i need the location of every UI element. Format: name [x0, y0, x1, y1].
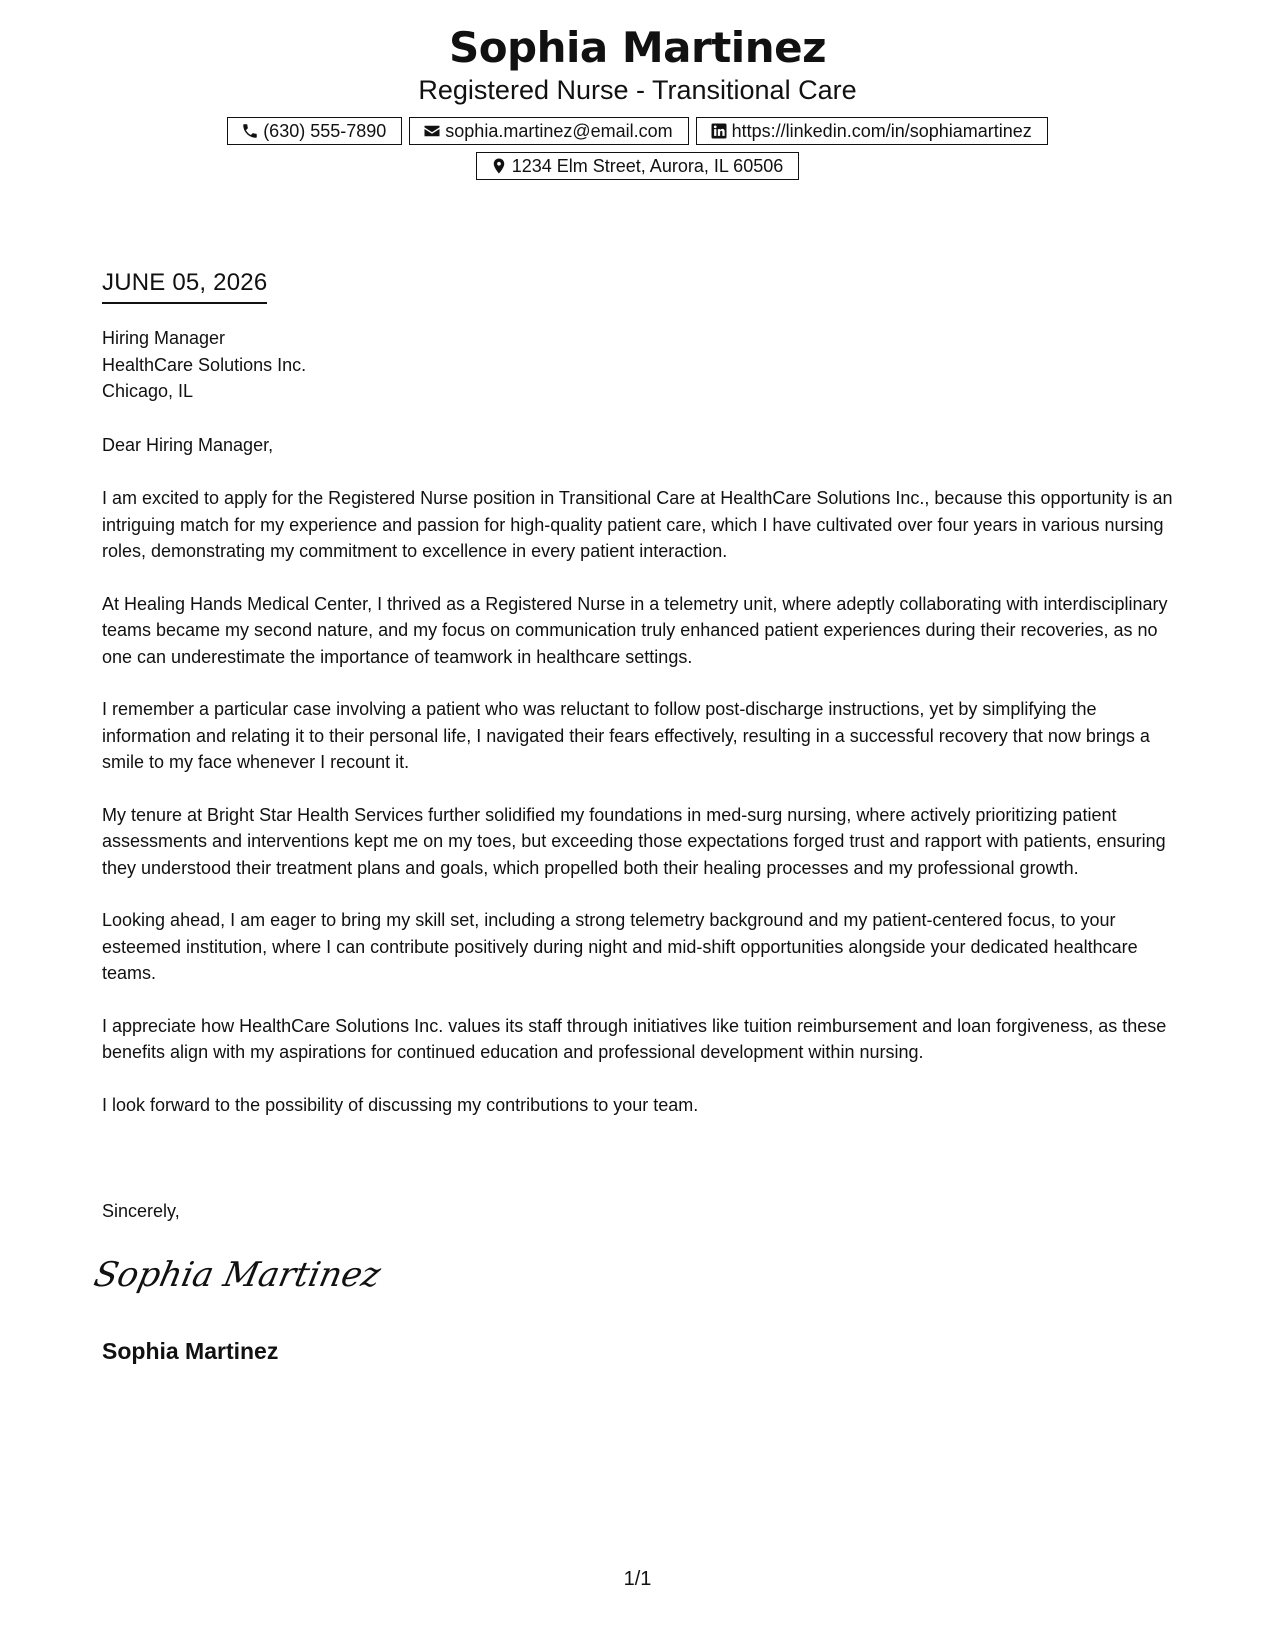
salutation: Dear Hiring Manager, — [102, 435, 274, 455]
linkedin-text: https://linkedin.com/in/sophiamartinez — [731, 121, 1032, 141]
address-chip[interactable] — [476, 152, 800, 180]
closing: Sincerely, — [102, 1201, 180, 1221]
linkedin-chip[interactable] — [696, 117, 1048, 145]
phone-text: (630) 555-7890 — [263, 121, 387, 141]
body-paragraph: At Healing Hands Medical Center, I thrived as a Registered Nurse in a telemetry unit, where adeptly collaborating with interdisciplinary teams became my second nature, and my focus on communication truly enhanced patient experiences during their recoveries, as no one can underestimate the importance of teamwork in healthcare settings. — [102, 593, 1168, 667]
recipient-line: HealthCare Solutions Inc. — [102, 354, 307, 375]
body-paragraph: I look forward to the possibility of discussing my contributions to your team. — [102, 1094, 699, 1115]
recipient-line: Chicago, IL — [102, 381, 194, 401]
body-paragraph: I am excited to apply for the Registered Nurse position in Transitional Care at HealthCare Solutions Inc., because this opportunity is an intriguing match for my experience and passion for high-quality patient care, which I have cultivated over four years in various nursing roles, demonstrating my commitment to excellence in every patient interaction. — [102, 488, 1173, 561]
body-paragraph: My tenure at Bright Star Health Services further solidified my foundations in med-surg nursing, where actively prioritizing patient assessments and interventions kept me on my toes, but exceeding those expectations forged trust and rapport with patients, ensuring they understood their treatment plans and goals, which propelled both their healing processes and my professional growth. — [102, 804, 1166, 878]
letter-date: JUNE 05, 2026 — [102, 268, 267, 304]
svg-text:Sophia Martinez: Sophia Martinez — [90, 1255, 384, 1295]
email-text: sophia.martinez@email.com — [445, 121, 673, 141]
recipient-block — [102, 325, 1182, 405]
applicant-name: Sophia Martinez — [448, 23, 827, 72]
phone-icon — [241, 122, 259, 140]
recipient-line: Hiring Manager — [102, 328, 226, 348]
contact-row-address — [0, 152, 1275, 180]
letter-body — [102, 485, 1182, 1144]
handwritten-signature — [90, 1250, 384, 1305]
signer-name: Sophia Martinez — [102, 1338, 279, 1364]
body-paragraph: I appreciate how HealthCare Solutions Inc. values its staff through initiatives like tuition reimbursement and loan forgiveness, as these benefits align with my aspirations for continued education and professional development within nursing. — [102, 1015, 1167, 1062]
body-paragraph: I remember a particular case involving a patient who was reluctant to follow post-discharge instructions, yet by simplifying the information and relating it to their personal life, I navigated their fears effectively, resulting in a successful recovery that now brings a smile to my face whenever I recount it. — [102, 699, 1150, 772]
contact-row — [0, 117, 1275, 145]
email-chip[interactable] — [409, 117, 688, 145]
body-paragraph: Looking ahead, I am eager to bring my skill set, including a strong telemetry background and my patient-centered focus, to your esteemed institution, where I can contribute positively during night and mid-shift opportunities alongside your dedicated healthcare teams. — [102, 910, 1138, 983]
address-text: 1234 Elm Street, Aurora, IL 60506 — [511, 156, 784, 176]
page-number: 1/1 — [623, 1568, 652, 1590]
letter-header — [0, 22, 1275, 180]
phone-chip[interactable] — [227, 117, 402, 145]
map-pin-icon — [490, 157, 508, 175]
envelope-icon — [423, 122, 441, 140]
applicant-title: Registered Nurse - Transitional Care — [418, 75, 857, 105]
linkedin-icon — [710, 122, 728, 140]
